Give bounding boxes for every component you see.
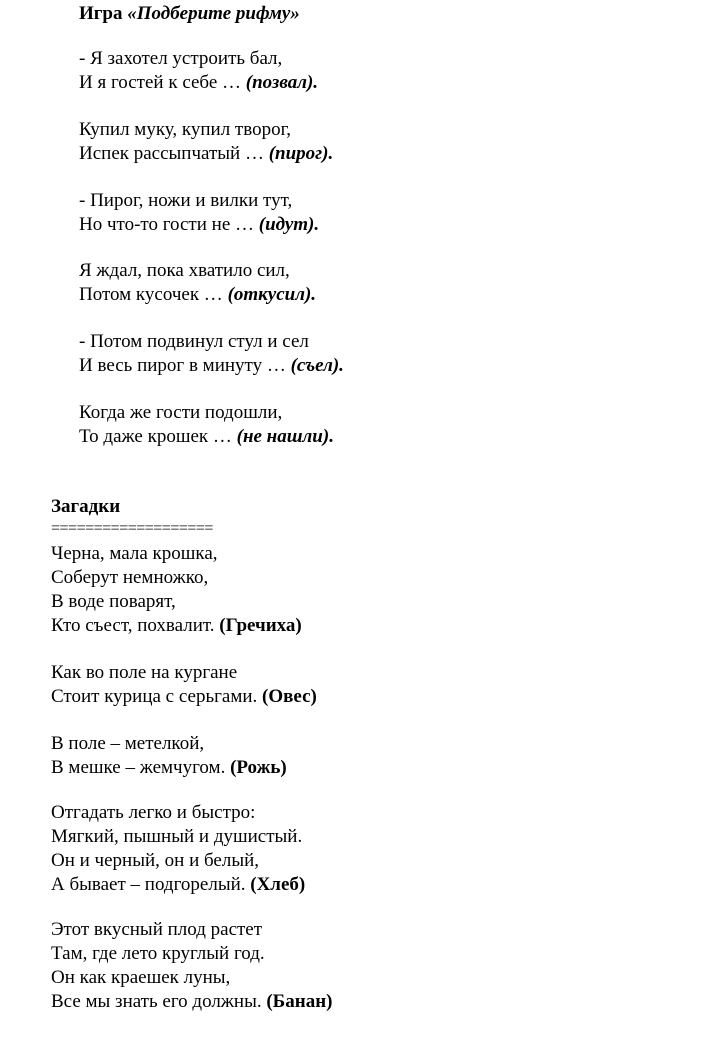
stanza-2-line-2 [79,142,333,166]
stanza-line-text: И весь пирог в минуту … [79,355,291,376]
riddle-line-text: Кто съест, похвалит. [51,615,220,636]
stanza-answer: (съел). [290,355,344,376]
stanza-line-text: Испек рассыпчатый … [79,143,269,164]
riddle-4-line-3: Он и черный, он и белый, [51,850,259,871]
riddle-5-line-4 [51,990,332,1014]
stanza-2-line-1: Купил муку, купил творог, [79,119,291,140]
riddle-5-line-3: Он как краешек луны, [51,967,231,988]
stanza-3-line-2 [79,213,319,237]
riddles-separator: =================== [51,520,213,537]
stanza-5-line-1: - Потом подвинул стул и сел [79,331,309,352]
riddle-5-line-2: Там, где лето круглый год. [51,943,265,964]
riddle-1-line-4 [51,614,302,638]
stanza-4-line-2 [79,283,316,307]
game-title-prefix: Игра [79,3,128,24]
stanza-answer: (откусил). [227,284,317,305]
riddle-2-line-2 [51,685,317,709]
stanza-6-line-1: Когда же гости подошли, [79,402,283,423]
stanza-1-line-2 [79,71,318,95]
stanza-answer: (позвал). [245,72,319,93]
riddle-4-line-4 [51,873,305,897]
riddle-answer: (Гречиха) [219,615,302,636]
riddle-answer: (Овес) [262,686,317,707]
riddle-line-text: Все мы знать его должны. [51,991,267,1012]
game-title [79,2,300,26]
riddle-4-line-2: Мягкий, пышный и душистый. [51,826,303,847]
riddles-title: Загадки [51,496,121,517]
riddle-1-line-3: В воде поварят, [51,591,176,612]
stanza-4-line-1: Я ждал, пока хватило сил, [79,260,290,281]
stanza-line-text: То даже крошек … [79,426,237,447]
stanza-3-line-1: - Пирог, ножи и вилки тут, [79,190,293,211]
riddle-line-text: Стоит курица с серьгами. [51,686,263,707]
riddle-3-line-1: В поле – метелкой, [51,733,205,754]
game-title-name: «Подберите рифму» [127,3,300,24]
riddle-answer: (Рожь) [230,757,287,778]
riddle-4-line-1: Отгадать легко и быстро: [51,802,256,823]
stanza-5-line-2 [79,354,344,378]
riddle-1-line-1: Черна, мала крошка, [51,543,218,564]
stanza-answer: (идут). [258,214,320,235]
riddle-2-line-1: Как во поле на кургане [51,662,238,683]
stanza-1-line-1: - Я захотел устроить бал, [79,48,283,69]
riddle-answer: (Хлеб) [250,874,306,895]
stanza-line-text: Но что-то гости не … [79,214,259,235]
stanza-6-line-2 [79,425,334,449]
riddle-answer: (Банан) [266,991,333,1012]
stanza-answer: (не нашли). [236,426,334,447]
riddle-3-line-2 [51,756,287,780]
riddle-line-text: А бывает – подгорелый. [51,874,251,895]
riddle-5-line-1: Этот вкусный плод растет [51,919,263,940]
stanza-line-text: И я гостей к себе … [79,72,246,93]
riddle-line-text: В мешке – жемчугом. [51,757,231,778]
stanza-line-text: Потом кусочек … [79,284,228,305]
stanza-answer: (пирог). [268,143,334,164]
riddle-1-line-2: Соберут немножко, [51,567,209,588]
